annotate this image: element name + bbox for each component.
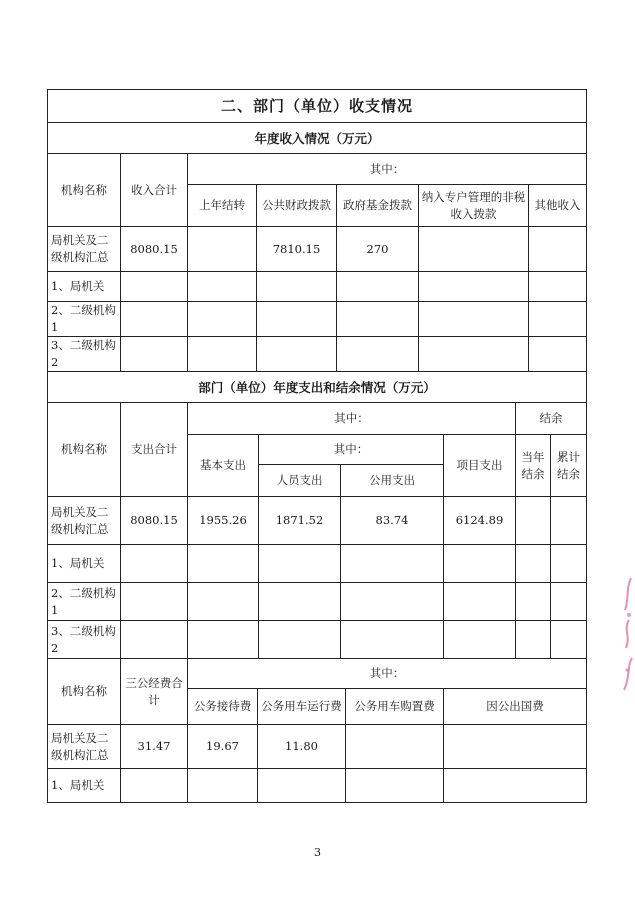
page-number: 3 bbox=[314, 846, 321, 859]
tp-vehicle-run bbox=[258, 769, 346, 803]
expense-basic bbox=[188, 583, 259, 621]
income-fund: 270 bbox=[337, 227, 419, 272]
expense-basic: 1955.26 bbox=[188, 497, 259, 545]
table-row bbox=[48, 272, 587, 302]
expense-project bbox=[444, 583, 516, 621]
expense-cum-surplus bbox=[551, 497, 587, 545]
income-total bbox=[121, 272, 188, 302]
tp-vehicle-buy bbox=[346, 769, 444, 803]
table-row bbox=[48, 725, 587, 769]
income-total bbox=[121, 302, 188, 337]
expense-header-year-surplus: 当年结余 bbox=[516, 435, 551, 497]
expense-project bbox=[444, 545, 516, 583]
expense-public: 83.74 bbox=[341, 497, 444, 545]
income-fiscal bbox=[257, 302, 337, 337]
income-total: 8080.15 bbox=[121, 227, 188, 272]
tp-header-total: 三公经费合计 bbox=[121, 659, 188, 725]
table-row bbox=[48, 227, 587, 272]
org-name: 2、二级机构1 bbox=[48, 302, 121, 337]
section-title: 二、部门（单位）收支情况 bbox=[48, 90, 587, 123]
tp-vehicle-buy bbox=[346, 725, 444, 769]
income-title: 年度收入情况（万元） bbox=[48, 123, 587, 154]
income-nontax bbox=[419, 337, 529, 372]
expense-header-of-which: 其中： bbox=[188, 403, 516, 435]
expense-title: 部门（单位）年度支出和结余情况（万元） bbox=[48, 372, 587, 403]
tp-header-org: 机构名称 bbox=[48, 659, 121, 725]
income-fiscal bbox=[257, 337, 337, 372]
income-carryover bbox=[188, 227, 257, 272]
expense-cum-surplus bbox=[551, 621, 587, 659]
income-fund bbox=[337, 272, 419, 302]
document bbox=[47, 89, 586, 803]
table-row bbox=[48, 583, 587, 621]
income-other bbox=[529, 227, 587, 272]
seal-stamp-fragment bbox=[617, 570, 635, 700]
expense-header-cum-surplus: 累计结余 bbox=[551, 435, 587, 497]
income-header-org: 机构名称 bbox=[48, 154, 121, 227]
table-row bbox=[48, 545, 587, 583]
org-name: 局机关及二级机构汇总 bbox=[48, 497, 121, 545]
table-row bbox=[48, 769, 587, 803]
expense-personnel: 1871.52 bbox=[259, 497, 341, 545]
income-header-fund: 政府基金拨款 bbox=[337, 185, 419, 227]
table-row bbox=[48, 497, 587, 545]
income-fund bbox=[337, 302, 419, 337]
income-carryover bbox=[188, 302, 257, 337]
expense-header-basic: 基本支出 bbox=[188, 435, 259, 497]
expense-header-total: 支出合计 bbox=[121, 403, 188, 497]
expense-year-surplus bbox=[516, 497, 551, 545]
income-header-other: 其他收入 bbox=[529, 185, 587, 227]
expense-header-personnel: 人员支出 bbox=[259, 465, 341, 497]
income-fiscal: 7810.15 bbox=[257, 227, 337, 272]
income-header-total: 收入合计 bbox=[121, 154, 188, 227]
tp-header-reception: 公务接待费 bbox=[188, 689, 258, 725]
income-nontax bbox=[419, 227, 529, 272]
expense-public bbox=[341, 621, 444, 659]
expense-project bbox=[444, 621, 516, 659]
org-name: 2、二级机构1 bbox=[48, 583, 121, 621]
expense-header-of-which-basic: 其中： bbox=[259, 435, 444, 465]
expense-total bbox=[121, 583, 188, 621]
expense-personnel bbox=[259, 621, 341, 659]
org-name: 3、二级机构2 bbox=[48, 337, 121, 372]
income-fund bbox=[337, 337, 419, 372]
org-name: 3、二级机构2 bbox=[48, 621, 121, 659]
income-header-of-which: 其中： bbox=[188, 154, 587, 185]
income-header-carryover: 上年结转 bbox=[188, 185, 257, 227]
income-carryover bbox=[188, 337, 257, 372]
expense-personnel bbox=[259, 545, 341, 583]
org-name: 1、局机关 bbox=[48, 545, 121, 583]
org-name: 局机关及二级机构汇总 bbox=[48, 227, 121, 272]
income-other bbox=[529, 302, 587, 337]
org-name: 局机关及二级机构汇总 bbox=[48, 725, 121, 769]
expense-header-project: 项目支出 bbox=[444, 435, 516, 497]
tp-total: 31.47 bbox=[121, 725, 188, 769]
income-fiscal bbox=[257, 272, 337, 302]
expense-year-surplus bbox=[516, 621, 551, 659]
income-header-fiscal: 公共财政拨款 bbox=[257, 185, 337, 227]
expense-table bbox=[47, 371, 587, 659]
tp-reception bbox=[188, 769, 258, 803]
expense-total: 8080.15 bbox=[121, 497, 188, 545]
expense-project: 6124.89 bbox=[444, 497, 516, 545]
three-public-table bbox=[47, 658, 587, 803]
expense-header-public: 公用支出 bbox=[341, 465, 444, 497]
income-total bbox=[121, 337, 188, 372]
expense-basic bbox=[188, 545, 259, 583]
tp-header-of-which: 其中： bbox=[188, 659, 587, 689]
income-nontax bbox=[419, 272, 529, 302]
expense-header-org: 机构名称 bbox=[48, 403, 121, 497]
income-nontax bbox=[419, 302, 529, 337]
expense-header-surplus: 结余 bbox=[516, 403, 587, 435]
tp-vehicle-run: 11.80 bbox=[258, 725, 346, 769]
income-other bbox=[529, 272, 587, 302]
expense-basic bbox=[188, 621, 259, 659]
expense-year-surplus bbox=[516, 583, 551, 621]
tp-reception: 19.67 bbox=[188, 725, 258, 769]
tp-abroad bbox=[444, 725, 587, 769]
expense-cum-surplus bbox=[551, 583, 587, 621]
tp-header-vehicle-run: 公务用车运行费 bbox=[258, 689, 346, 725]
table-row bbox=[48, 302, 587, 337]
income-header-nontax: 纳入专户管理的非税收入拨款 bbox=[419, 185, 529, 227]
org-name: 1、局机关 bbox=[48, 769, 121, 803]
table-row bbox=[48, 621, 587, 659]
income-other bbox=[529, 337, 587, 372]
expense-year-surplus bbox=[516, 545, 551, 583]
tp-header-vehicle-buy: 公务用车购置费 bbox=[346, 689, 444, 725]
tp-total bbox=[121, 769, 188, 803]
expense-public bbox=[341, 583, 444, 621]
org-name: 1、局机关 bbox=[48, 272, 121, 302]
income-carryover bbox=[188, 272, 257, 302]
expense-cum-surplus bbox=[551, 545, 587, 583]
income-table bbox=[47, 89, 587, 372]
expense-public bbox=[341, 545, 444, 583]
table-row bbox=[48, 337, 587, 372]
expense-total bbox=[121, 545, 188, 583]
tp-abroad bbox=[444, 769, 587, 803]
tp-header-abroad: 因公出国费 bbox=[444, 689, 587, 725]
expense-personnel bbox=[259, 583, 341, 621]
expense-total bbox=[121, 621, 188, 659]
